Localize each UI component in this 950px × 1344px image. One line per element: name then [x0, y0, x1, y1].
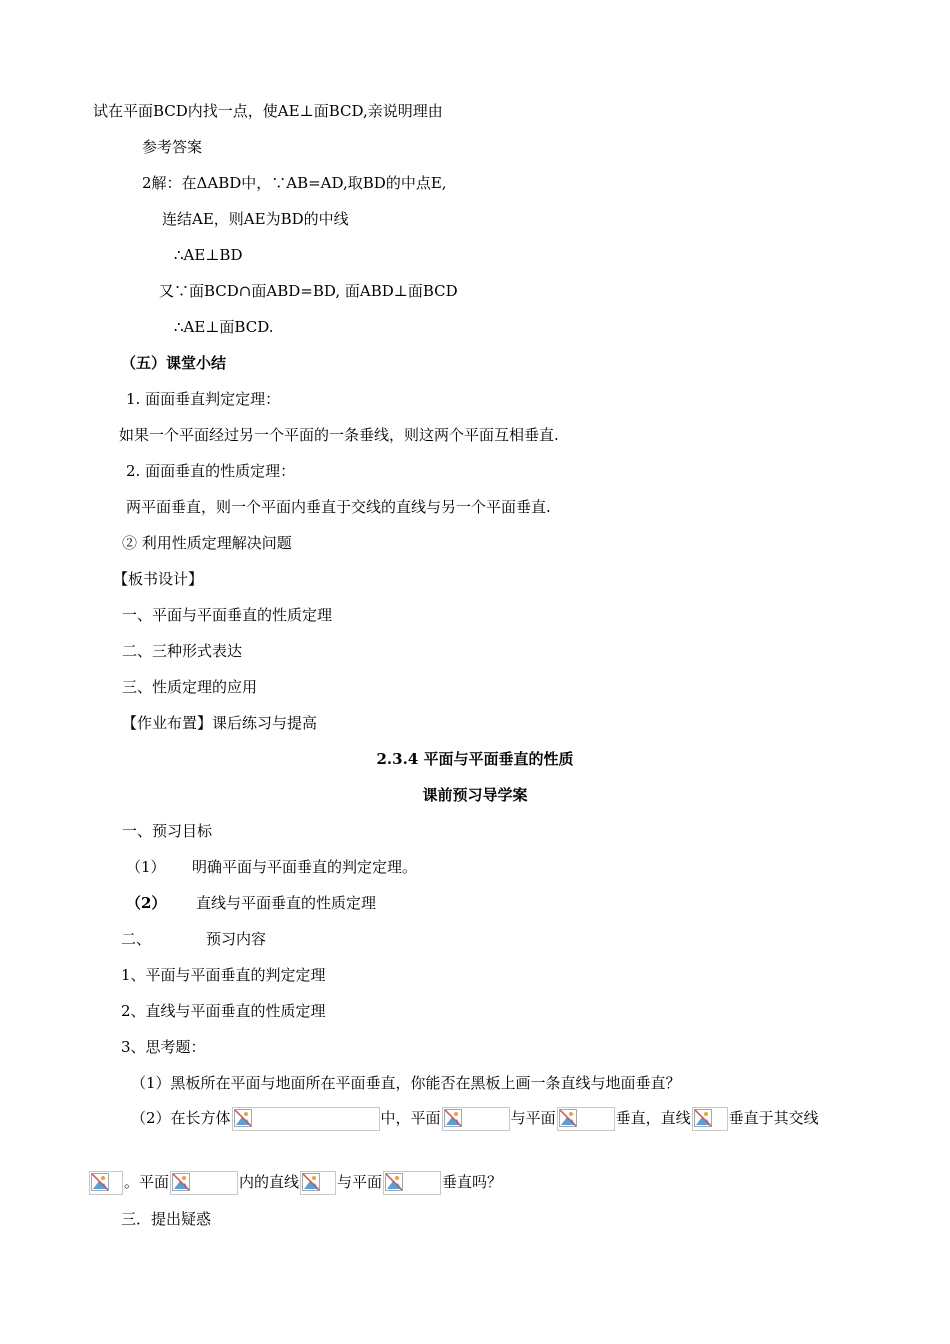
text-line: 两平面垂直，则一个平面内垂直于交线的直线与另一个平面垂直. [126, 498, 551, 516]
text-line: ∴AE⊥面BCD. [174, 318, 274, 336]
document-title: 2.3.4 平面与平面垂直的性质 [376, 750, 574, 768]
broken-image-icon [557, 1107, 615, 1131]
section-heading: 三．提出疑惑 [121, 1210, 212, 1228]
text-line: ∴AE⊥BD [174, 246, 243, 264]
broken-image-icon [232, 1107, 380, 1131]
text-line: 参考答案 [142, 138, 203, 156]
text-line: 2、直线与平面垂直的性质定理 [121, 1002, 326, 1020]
text-line: 又∵面BCD∩面ABD=BD, 面ABD⊥面BCD [159, 282, 458, 300]
text-line: ② 利用性质定理解决问题 [122, 534, 292, 552]
text-line: 2解：在ΔABD中，∵AB=AD,取BD的中点E, [142, 174, 447, 192]
text-fragment: （2）在长方体 [131, 1109, 231, 1127]
section-heading: （五）课堂小结 [121, 354, 227, 372]
text-line: 3、思考题： [121, 1038, 206, 1056]
text-line: 三、性质定理的应用 [122, 678, 258, 696]
text-fragment: 垂直于其交线 [728, 1109, 819, 1127]
text-line: 连结AE，则AE为BD的中线 [162, 210, 349, 228]
text-line: 直线与平面垂直的性质定理 [196, 894, 377, 912]
broken-image-icon [300, 1171, 336, 1195]
text-line: 【作业布置】课后练习与提高 [122, 714, 318, 732]
text-line: 试在平面BCD内找一点，使AE⊥面BCD,亲说明理由 [93, 102, 443, 120]
list-number: （1） [126, 858, 166, 876]
text-line: 明确平面与平面垂直的判定定理。 [192, 858, 418, 876]
text-fragment: 垂直，直线 [615, 1109, 691, 1127]
text-line: （1）黑板所在平面与地面所在平面垂直，你能否在黑板上画一条直线与地面垂直？ [131, 1074, 681, 1092]
broken-image-icon [89, 1171, 123, 1195]
text-line: 2. 面面垂直的性质定理： [126, 462, 296, 480]
broken-image-icon [442, 1107, 510, 1131]
text-line: 1、平面与平面垂直的判定定理 [121, 966, 326, 984]
text-fragment: 与平面 [510, 1109, 556, 1127]
text-line: 二、三种形式表达 [122, 642, 243, 660]
text-line: 如果一个平面经过另一个平面的一条垂线，则这两个平面互相垂直. [119, 426, 559, 444]
text-fragment: 。平面 [124, 1173, 170, 1191]
broken-image-icon [383, 1171, 441, 1195]
text-line: 1. 面面垂直判定定理： [126, 390, 281, 408]
section-heading: 一、预习目标 [122, 822, 213, 840]
text-fragment: 与平面 [337, 1173, 383, 1191]
text-line: 一、平面与平面垂直的性质定理 [122, 606, 333, 624]
broken-image-icon [692, 1107, 728, 1131]
broken-image-icon [170, 1171, 238, 1195]
text-fragment: 内的直线 [239, 1173, 300, 1191]
question-line [88, 1171, 502, 1195]
section-heading: 预习内容 [206, 930, 267, 948]
text-fragment: 中，平面 [380, 1109, 441, 1127]
question-line [131, 1107, 819, 1131]
section-heading: 二、 [121, 930, 152, 948]
list-number: （2） [126, 894, 167, 912]
document-subtitle: 课前预习导学案 [422, 786, 528, 804]
section-heading: 【板书设计】 [113, 570, 204, 588]
text-fragment: 垂直吗？ [442, 1173, 503, 1191]
